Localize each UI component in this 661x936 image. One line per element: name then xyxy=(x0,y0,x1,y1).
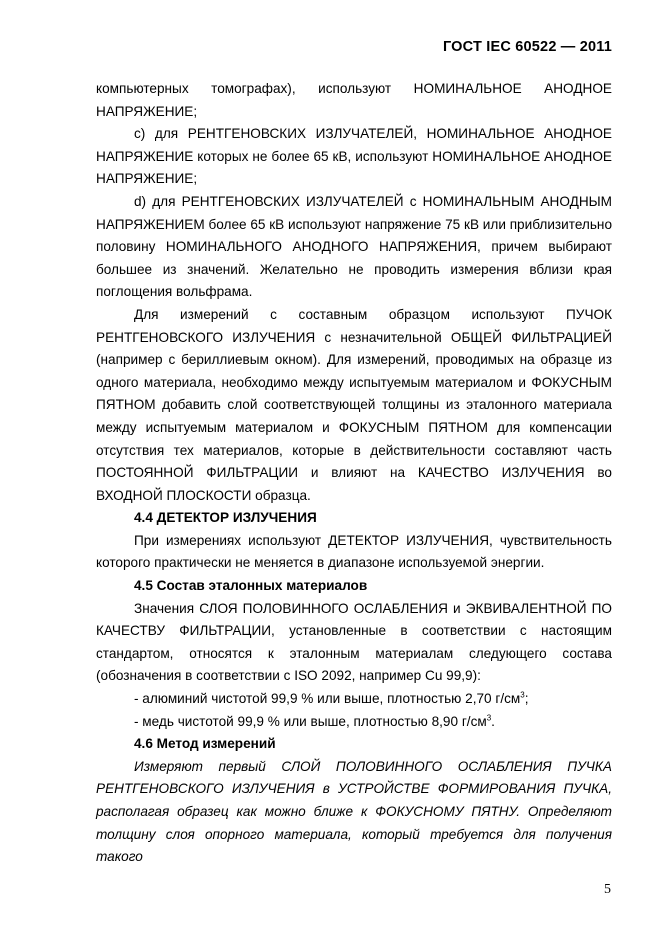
list-item xyxy=(96,688,612,711)
paragraph: c) для РЕНТГЕНОВСКИХ ИЗЛУЧАТЕЛЕЙ, НОМИНАЛЬНОЕ АНОДНОЕ НАПРЯЖЕНИЕ которых не более 65 кВ, используют НОМИНАЛЬНОЕ АНОДНОЕ НАПРЯЖЕНИЕ; xyxy=(96,126,612,187)
paragraph: компьютерных томографах), используют НОМИНАЛЬНОЕ АНОДНОЕ НАПРЯЖЕНИЕ; xyxy=(96,81,612,119)
paragraph: Значения СЛОЯ ПОЛОВИННОГО ОСЛАБЛЕНИЯ и ЭКВИВАЛЕНТНОЙ ПО КАЧЕСТВУ ФИЛЬТРАЦИИ, установленные в соответствии с настоящим стандартом, относятся к эталонным материалам следующего состава (обозначения в соответствии с ISO 2092, например Cu 99,9): xyxy=(96,600,612,684)
section-heading-4-5: 4.5 Состав эталонных материалов xyxy=(134,578,368,594)
section-heading-4-4: 4.4 ДЕТЕКТОР ИЗЛУЧЕНИЯ xyxy=(134,510,317,526)
section-heading-4-6: 4.6 Метод измерений xyxy=(134,736,276,752)
paragraph: Для измерений с составным образцом используют ПУЧОК РЕНТГЕНОВСКОГО ИЗЛУЧЕНИЯ с незначительной ОБЩЕЙ ФИЛЬТРАЦИЕЙ (например с бериллиевым окном). Для измерений, проводимых на образце из одного материала, необходимо между испытуемым материалом и ФОКУСНЫМ ПЯТНОМ добавить слой соответствующей толщины из эталонного материала между испытуемым материалом и ФОКУСНЫМ ПЯТНОМ для компенсации отсутствия тех материалов, которые в действительности составляют часть ПОСТОЯННОЙ ФИЛЬТРАЦИИ и влияют на КАЧЕСТВО ИЗЛУЧЕНИЯ во ВХОДНОЙ ПЛОСКОСТИ образца. xyxy=(96,306,612,503)
list-item xyxy=(96,711,612,734)
paragraph: Измеряют первый СЛОЙ ПОЛОВИННОГО ОСЛАБЛЕНИЯ ПУЧКА РЕНТГЕНОВСКОГО ИЗЛУЧЕНИЯ в УСТРОЙСТВЕ ФОРМИРОВАНИЯ ПУЧКА, располагая образец как можно ближе к ФОКУСНОМУ ПЯТНУ. Определяют толщину слоя опорного материала, который требуется для получения такого xyxy=(96,758,612,865)
list-item-punct: . xyxy=(491,713,495,729)
superscript: 3 xyxy=(520,690,525,700)
list-item-punct: ; xyxy=(524,691,529,707)
page-number: 5 xyxy=(604,882,611,897)
list-item-text: - алюминий чистотой 99,9 % или выше, плотностью 2,70 г/см xyxy=(134,691,521,707)
list-item-text: - медь чистотой 99,9 % или выше, плотностью 8,90 г/см xyxy=(134,713,487,729)
page-body xyxy=(96,78,612,869)
document-header: ГОСТ IEC 60522 — 2011 xyxy=(442,39,612,55)
paragraph: d) для РЕНТГЕНОВСКИХ ИЗЛУЧАТЕЛЕЙ с НОМИНАЛЬНЫМ АНОДНЫМ НАПРЯЖЕНИЕМ более 65 кВ используют напряжение 75 кВ или приблизительно половину НОМИНАЛЬНОГО АНОДНОГО НАПРЯЖЕНИЯ, причем выбирают большее из значений. Желательно не проводить измерения вблизи края поглощения вольфрама. xyxy=(96,193,613,300)
superscript: 3 xyxy=(486,713,492,723)
paragraph: При измерениях используют ДЕТЕКТОР ИЗЛУЧЕНИЯ, чувствительность которого практически не меняется в диапазоне используемой энергии. xyxy=(96,532,612,571)
